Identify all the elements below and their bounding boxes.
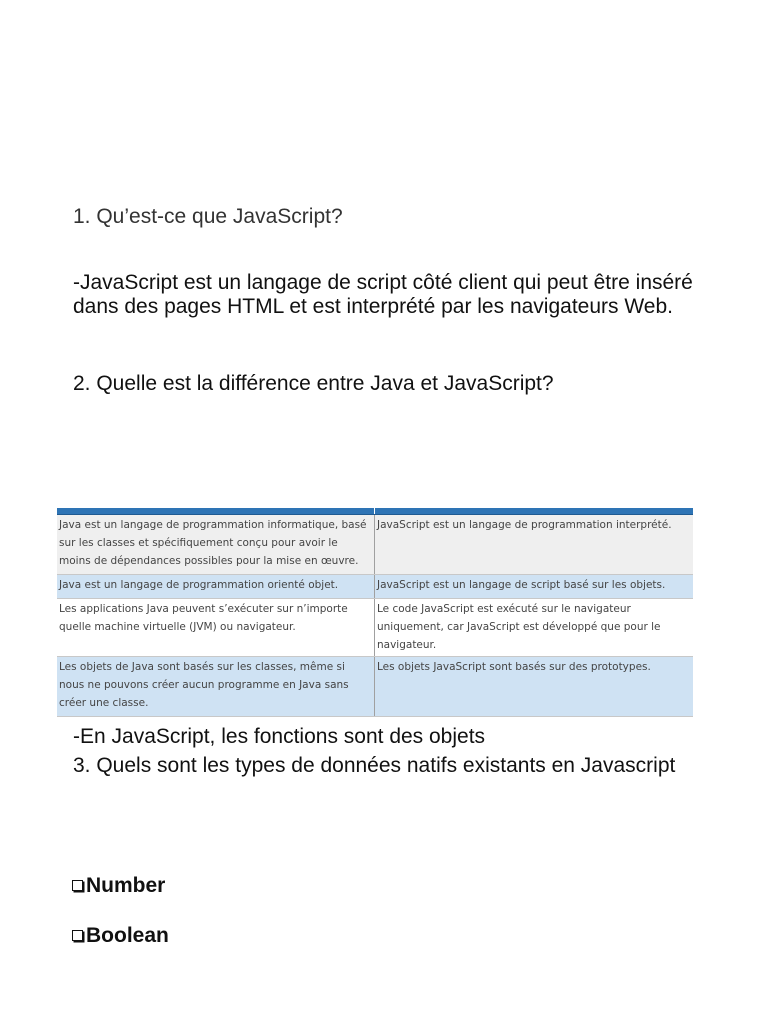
javascript-cell: JavaScript est un langage de script basé sur les objets.: [375, 575, 694, 599]
checkbox-bullet-icon: [72, 930, 83, 941]
data-type-item: [72, 924, 169, 948]
java-cell: Les objets de Java sont basés sur les classes, même si nous ne pouvons créer aucun programme en Java sans créer une classe.: [57, 657, 375, 717]
java-cell: Java est un langage de programmation orienté objet.: [57, 575, 375, 599]
javascript-cell: Les objets JavaScript sont basés sur des prototypes.: [375, 657, 694, 717]
java-cell: Les applications Java peuvent s’exécuter sur n’importe quelle machine virtuelle (JVM) ou navigateur.: [57, 599, 375, 657]
java-vs-javascript-table: [57, 508, 693, 717]
table-row: [57, 575, 693, 599]
table-row: [57, 515, 693, 575]
functions-note: -En JavaScript, les fonctions sont des objets: [73, 725, 486, 748]
table-row: [57, 657, 693, 717]
question-2: 2. Quelle est la différence entre Java et JavaScript?: [73, 372, 554, 395]
java-cell: Java est un langage de programmation informatique, basé sur les classes et spécifiquement conçu pour avoir le moins de dépendances possibles pour la mise en œuvre.: [57, 515, 375, 575]
javascript-cell: JavaScript est un langage de programmation interprété.: [375, 515, 694, 575]
data-type-label: Boolean: [86, 924, 169, 947]
checkbox-bullet-icon: [72, 880, 83, 891]
question-3: 3. Quels sont les types de données natifs existants en Javascript: [73, 754, 676, 777]
answer-1: -JavaScript est un langage de script côté client qui peut être inséré dans des pages HTML et est interprété par les navigateurs Web.: [73, 271, 693, 318]
javascript-cell: Le code JavaScript est exécuté sur le navigateur uniquement, car JavaScript est développé que pour le navigateur.: [375, 599, 694, 657]
question-1: 1. Qu’est-ce que JavaScript?: [73, 205, 343, 228]
table-row: [57, 599, 693, 657]
data-type-label: Number: [86, 874, 166, 897]
data-type-item: [72, 874, 165, 898]
